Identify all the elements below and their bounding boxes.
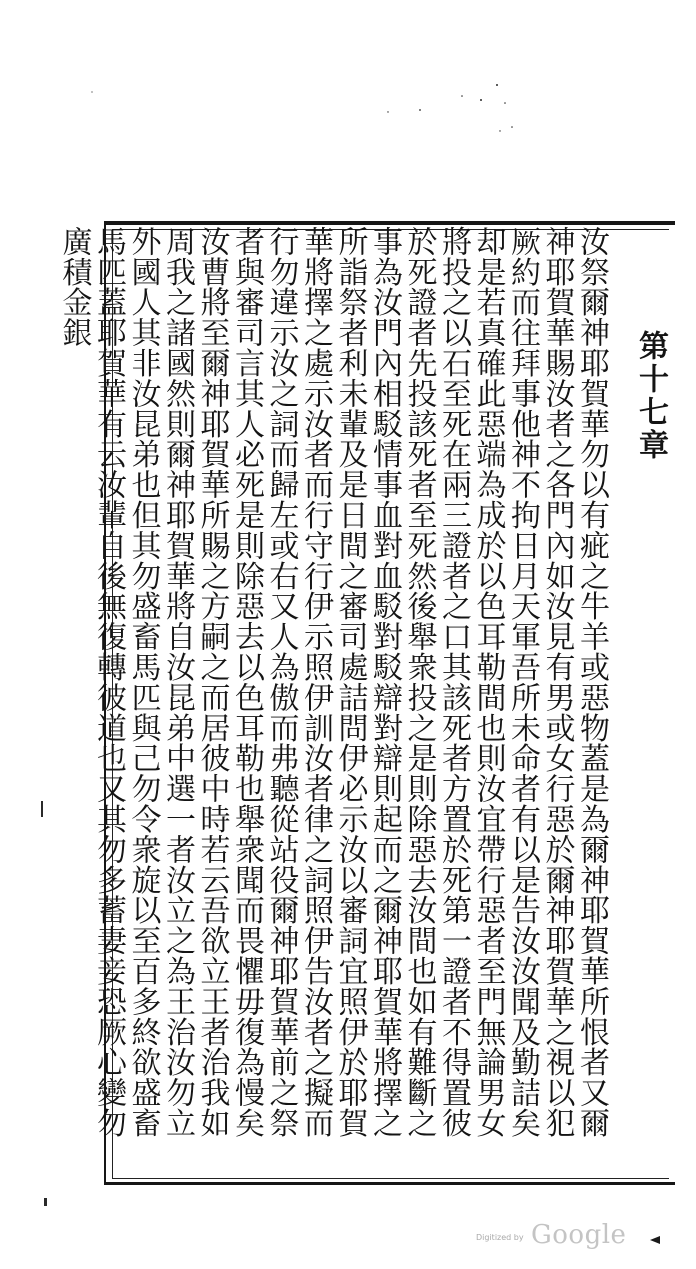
speck bbox=[511, 126, 513, 128]
speck bbox=[480, 99, 482, 101]
chapter-title: 第十七章 bbox=[633, 330, 668, 462]
speck bbox=[91, 91, 92, 92]
page-corner-mark bbox=[650, 1236, 660, 1244]
speck bbox=[387, 111, 388, 112]
speck bbox=[499, 130, 500, 131]
speck bbox=[504, 102, 506, 104]
chapter-body-text: 汝祭爾神耶賀華勿以有疵之牛羊或惡物蓋是為爾神耶賀華所恨者又爾神耶賀華賜汝者之各門內如汝見有男或女行惡於爾神耶賀華之視以犯厥約而往拜事他神不拘日月天軍吾所未命者有以是告汝汝聞及勤詰矣却是若真確此惡端為成於以色耳勒間也則汝宜帶行惡者至門無論男女將投之以石至死在兩三證者之口其該死者方置於死第一證者不得置彼於死證者先投該死者至死然後舉衆投之是則除惡去汝間也如有難斷之事為汝門內相駁情事血對血駁對駁辯對辯則起而之爾神耶賀華將擇之所詣祭者利未輩及是日間之審司處詰問伊必示汝以審詞宜照伊於耶賀華將擇之處示汝者而行守行伊示照伊訓汝者律之詞照伊告汝者之擬而行勿違示汝之詞而歸左或右又人為傲而弗聽從站役爾神耶賀華前之祭者與審司言其人必死是則除惡去以色耳勒也舉衆聞而畏懼毋復為慢矣汝曹將至爾神耶賀華所賜之方嗣之而居彼中時若云吾欲立王者治我如周我之諸國然則爾神耶賀華將自汝昆弟中選一者汝立之為王治汝勿立外國人其非汝昆弟也但其勿盛畜馬匹與己勿令衆旋以至百多終欲盛畜馬匹蓋耶賀華有云汝輩自後無復轉彼道也又其勿多蓄妻妾恐厥心變勿廣積金銀 bbox=[56, 226, 609, 1138]
speck bbox=[419, 109, 421, 111]
google-watermark: Google bbox=[531, 1220, 627, 1250]
speck-mark bbox=[44, 1198, 47, 1206]
digitized-by-label: Digitized by bbox=[476, 1233, 524, 1242]
speck bbox=[496, 84, 498, 86]
speck-mark bbox=[41, 801, 43, 817]
speck bbox=[461, 95, 463, 97]
